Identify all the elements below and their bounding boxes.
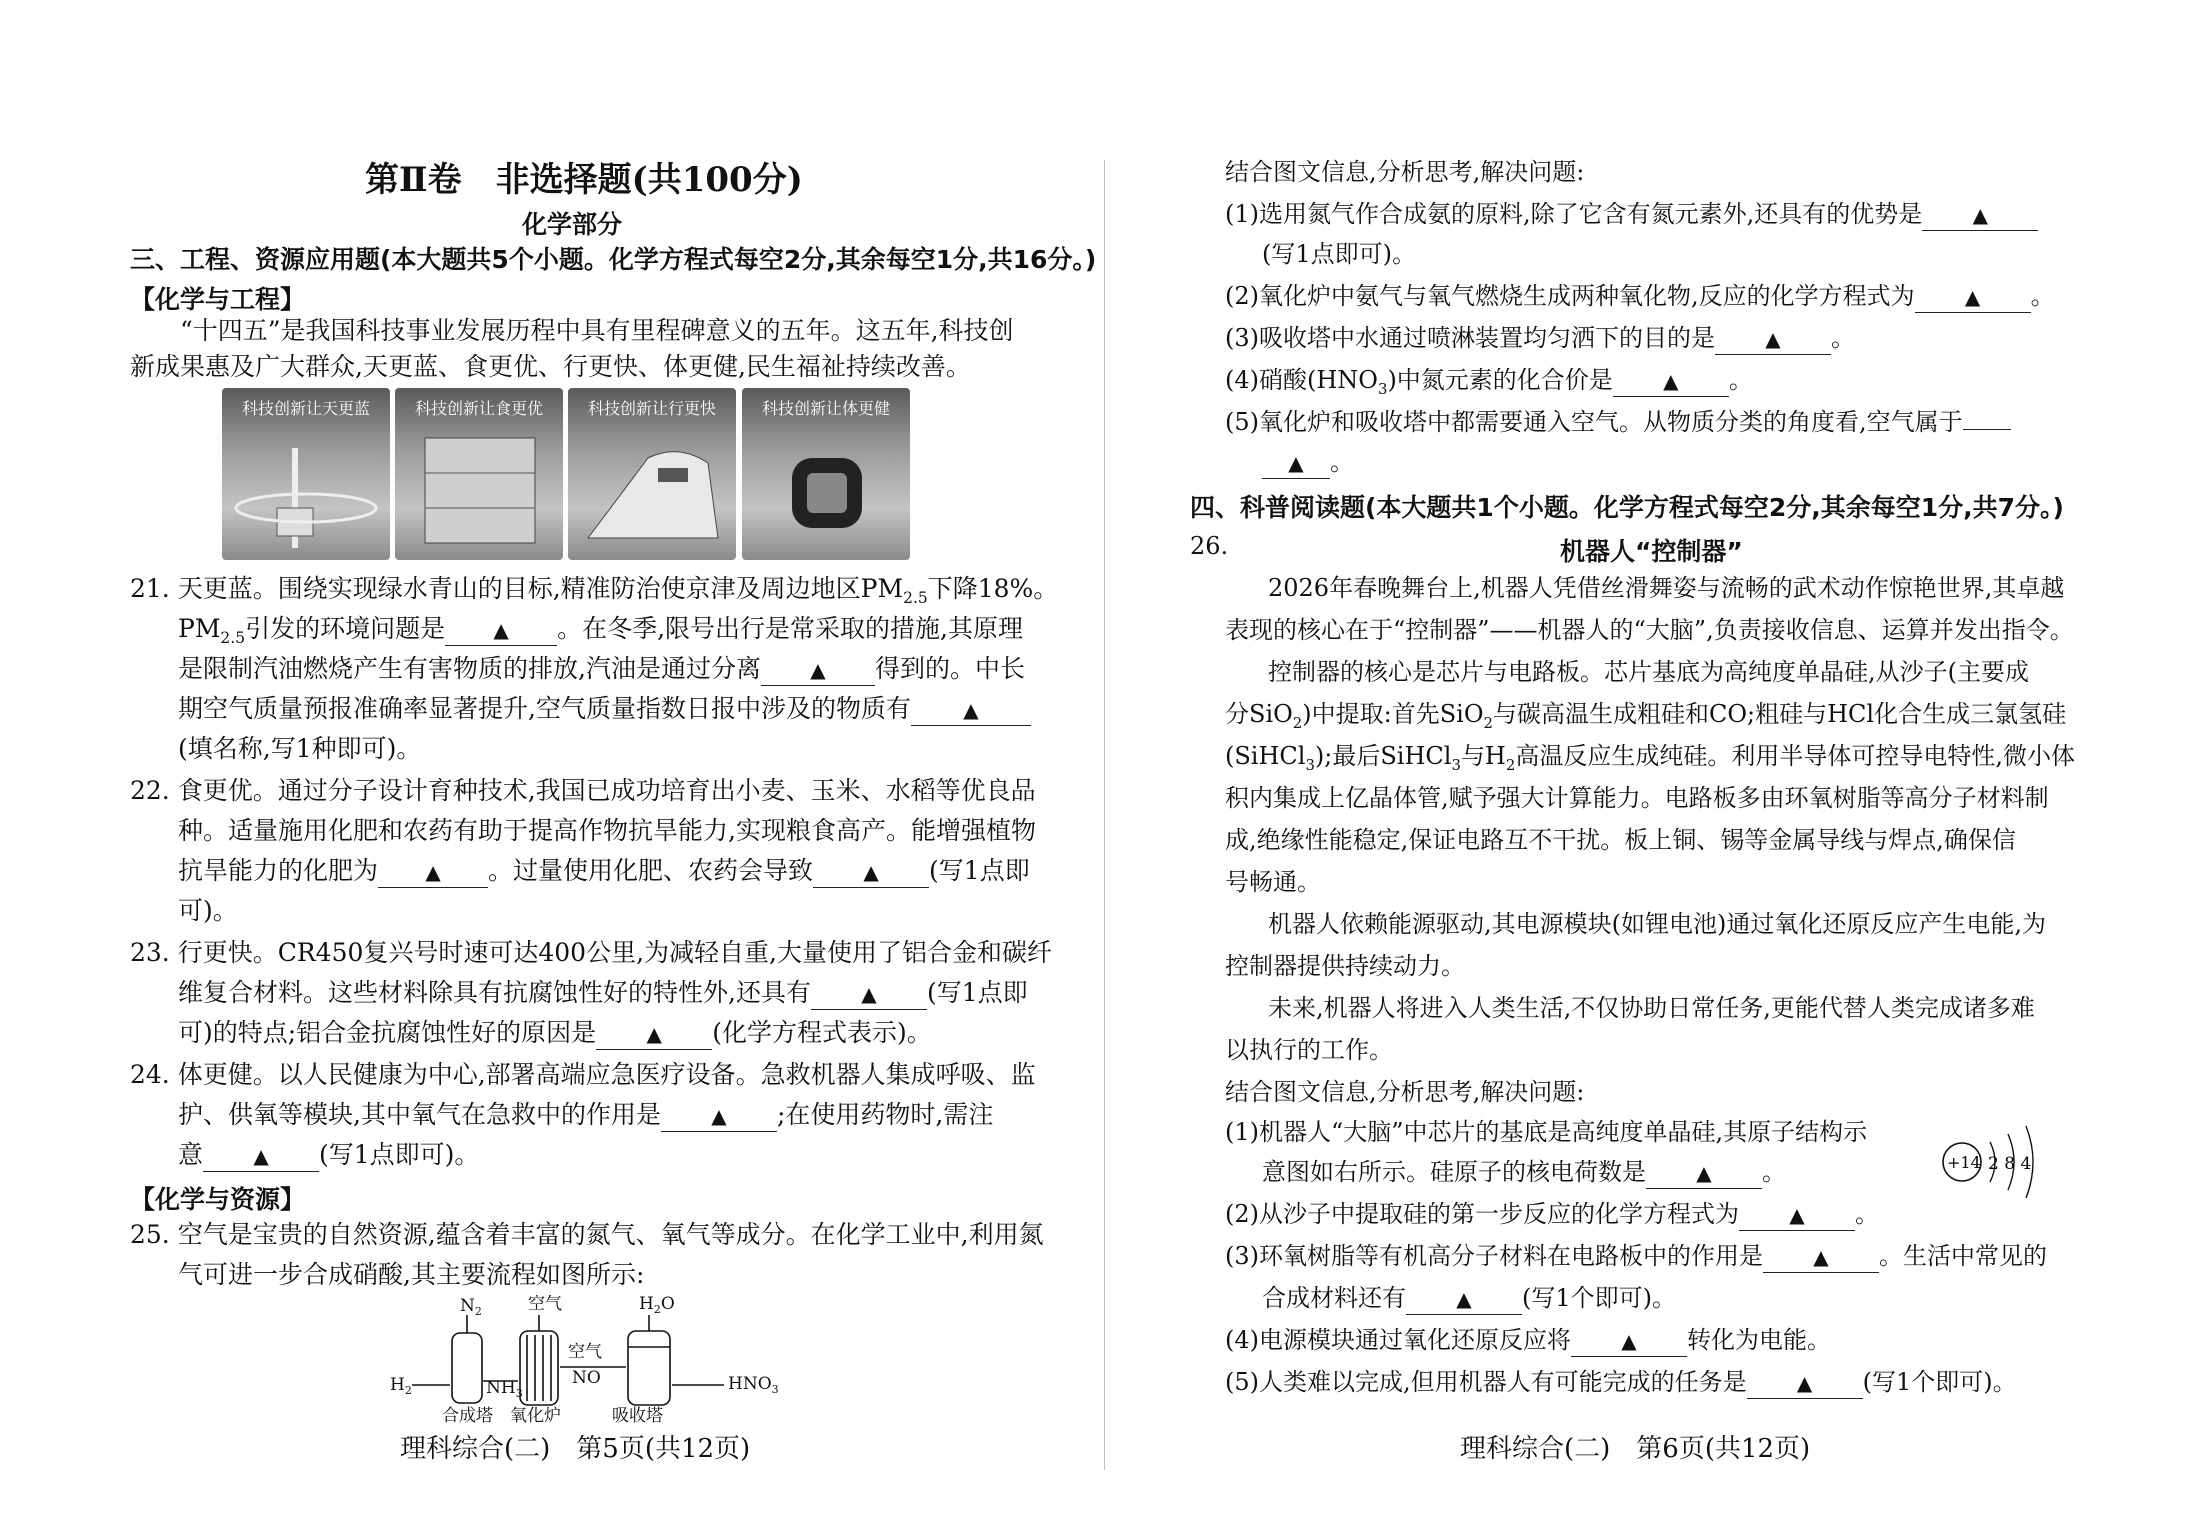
q26-part1-cont: 意图如右所示。硅原子的核电荷数是 ▲ 。 (1262, 1152, 1786, 1193)
q25-part1: (1)选用氮气作合成氨的原料,除了它含有氮元素外,还具有的优势是 ▲ (1225, 194, 2038, 235)
instruction-line: 结合图文信息,分析思考,解决问题: (1225, 158, 1585, 186)
svg-text:氧化炉: 氧化炉 (510, 1406, 561, 1425)
q23-line1: 23. 行更快。CR450复兴号时速可达400公里,为减轻自重,大量使用了铝合金和碳纤 (130, 938, 1052, 967)
para3-line1: 机器人依赖能源驱动,其电源模块(如锂电池)通过氧化还原反应产生电能,为 (1268, 910, 2046, 938)
answer-blank[interactable]: ▲ (1571, 1325, 1687, 1357)
silicon-atom-structure-diagram (1938, 1112, 2058, 1198)
q22-line4: 可)。 (178, 896, 238, 925)
svg-text:+14: +14 (1947, 1153, 1981, 1172)
answer-blank[interactable]: ▲ (1763, 1241, 1879, 1273)
svg-text:NH3: $NH_3$ (486, 1378, 523, 1400)
q26-part3-cont: 合成材料还有 ▲ (写1个即可)。 (1262, 1278, 1676, 1319)
para3-line2: 控制器提供持续动力。 (1225, 952, 1465, 980)
image-food: 科技创新让食更优 (395, 388, 563, 560)
intro-line1: “十四五”是我国科技事业发展历程中具有里程碑意义的五年。这五年,科技创 (180, 316, 1014, 345)
q21-line3: 是限制汽油燃烧产生有害物质的排放,汽油是通过分离 ▲ 得到的。中长 (178, 648, 1025, 690)
page-footer-left: 理科综合(二) 第5页(共12页) (400, 1434, 751, 1464)
q25-part1-cont: (写1点即可)。 (1262, 240, 1416, 268)
svg-text:HNO3: $HNO_3$ (728, 1374, 779, 1396)
answer-blank[interactable] (1963, 429, 2011, 430)
image-train: 科技创新让行更快 (568, 388, 736, 560)
answer-blank[interactable]: ▲ (1613, 365, 1729, 397)
image-sky: 科技创新让天更蓝 (222, 388, 390, 560)
q23-line3: 可)的特点;铝合金抗腐蚀性好的原因是 ▲ (化学方程式表示)。 (178, 1012, 932, 1054)
q25-line1: 25. 空气是宝贵的自然资源,蕴含着丰富的氮气、氧气等成分。在化学工业中,利用氮 (130, 1220, 1044, 1249)
answer-blank[interactable]: ▲ (1922, 199, 2038, 231)
q21-line2: $PM_{2.5}$引发的环境问题是 ▲ 。在冬季,限号出行是常采取的措施,其原理 (178, 614, 1023, 647)
para2-line2: 分SiO$_2$)中提取:首先SiO$_2$与碳高温生成粗硅和CO;粗硅与HCl化合生成三氯氢硅 (1225, 700, 2067, 732)
q21-line5: (填名称,写1种即可)。 (178, 734, 422, 763)
svg-text:2 8 4: 2 8 4 (1988, 1154, 2032, 1174)
para4-line1: 未来,机器人将进入人类生活,不仅协助日常任务,更能代替人类完成诸多难 (1268, 994, 2035, 1022)
q26-part4: (4)电源模块通过氧化还原反应将 ▲ 转化为电能。 (1225, 1320, 1831, 1361)
answer-blank[interactable]: ▲ (1747, 1367, 1863, 1399)
q25-part5: (5)氧化炉和吸收塔中都需要通入空气。从物质分类的角度看,空气属于 (1225, 402, 2011, 443)
q26-part1: (1)机器人“大脑”中芯片的基底是高纯度单晶硅,其原子结构示 (1225, 1118, 1868, 1146)
answer-blank[interactable]: ▲ (761, 654, 875, 686)
image-health: 科技创新让体更健 (742, 388, 910, 560)
article-title: 机器人“控制器” (1560, 537, 1743, 566)
q22-line1: 22. 食更优。通过分子设计育种技术,我国已成功培育出小麦、玉米、水稻等优良品 (130, 776, 1036, 805)
page-footer-right: 理科综合(二) 第6页(共12页) (1460, 1434, 1811, 1464)
q26-number: 26. (1190, 532, 1229, 560)
q24-line1: 24. 体更健。以人民健康为中心,部署高端应急医疗设备。急救机器人集成呼吸、监 (130, 1060, 1036, 1089)
answer-blank[interactable]: ▲ (1406, 1283, 1522, 1315)
svg-text:合成塔: 合成塔 (442, 1406, 493, 1425)
para2-line6: 号畅通。 (1225, 868, 1321, 896)
answer-blank[interactable]: ▲ (1739, 1199, 1855, 1231)
q21-line4: 期空气质量预报准确率显著提升,空气质量指数日报中涉及的物质有 ▲ (178, 688, 1031, 730)
section3-heading: 三、工程、资源应用题(本大题共5个小题。化学方程式每空2分,其余每空1分,共16分。) (130, 245, 1097, 274)
q24-line3: 意 ▲ (写1点即可)。 (178, 1134, 479, 1176)
section4-heading: 四、科普阅读题(本大题共1个小题。化学方程式每空2分,其余每空1分,共7分。) (1190, 493, 2064, 522)
para2-line4: 积内集成上亿晶体管,赋予强大计算能力。电路板多由环氧树脂等高分子材料制 (1225, 784, 2049, 812)
para2-line3: (SiHCl$_3$);最后SiHCl$_3$与$H_2$高温反应生成纯硅。利用半导体可控导电特性,微小体 (1225, 742, 2075, 774)
answer-blank[interactable]: ▲ (911, 694, 1031, 726)
page-divider (1104, 160, 1105, 1470)
q21-line1: 21. 天更蓝。围绕实现绿水青山的目标,精准防治使京津及周边地区$PM_{2.5}$下降18%。 (130, 574, 1059, 607)
answer-blank[interactable]: ▲ (813, 856, 929, 888)
svg-text:空气: 空气 (528, 1295, 562, 1314)
svg-text:N2: $N_2$ (460, 1296, 482, 1318)
answer-blank[interactable]: ▲ (1715, 323, 1831, 355)
para2-line1: 控制器的核心是芯片与电路板。芯片基底为高纯度单晶硅,从沙子(主要成 (1268, 658, 2029, 686)
q25-line2: 气可进一步合成硝酸,其主要流程如图所示: (178, 1260, 645, 1289)
topic-resource: 【化学与资源】 (130, 1185, 306, 1214)
answer-blank[interactable]: ▲ (811, 978, 927, 1010)
answer-blank[interactable]: ▲ (661, 1100, 777, 1132)
answer-blank[interactable]: ▲ (1262, 447, 1330, 479)
svg-text:NO: NO (572, 1368, 601, 1388)
svg-text:H2O: $H_2O$ (639, 1295, 675, 1316)
para1-line2: 表现的核心在于“控制器”——机器人的“大脑”,负责接收信息、运算并发出指令。 (1225, 616, 2074, 644)
para4-line2: 以执行的工作。 (1225, 1036, 1393, 1064)
q25-part4: (4)硝酸$(HNO_3)$中氮元素的化合价是 ▲ 。 (1225, 366, 1753, 398)
answer-blank[interactable]: ▲ (203, 1140, 319, 1172)
q22-line3: 抗旱能力的化肥为 ▲ 。过量使用化肥、农药会导致 ▲ (写1点即 (178, 850, 1030, 892)
process-flow-diagram (390, 1295, 810, 1425)
q26-part3: (3)环氧树脂等有机高分子材料在电路板中的作用是 ▲ 。生活中常见的 (1225, 1236, 2047, 1277)
answer-blank[interactable]: ▲ (596, 1018, 712, 1050)
q25-part2: (2)氧化炉中氨气与氧气燃烧生成两种氧化物,反应的化学方程式为 ▲ 。 (1225, 276, 2055, 317)
answer-blank[interactable]: ▲ (1646, 1157, 1762, 1189)
answer-blank[interactable]: ▲ (445, 614, 557, 646)
instruction-line-2: 结合图文信息,分析思考,解决问题: (1225, 1078, 1585, 1106)
q26-part5: (5)人类难以完成,但用机器人有可能完成的任务是 ▲ (写1个即可)。 (1225, 1362, 2017, 1403)
para2-line5: 成,绝缘性能稳定,保证电路互不干扰。板上铜、锡等金属导线与焊点,确保信 (1225, 826, 2016, 854)
q26-part2: (2)从沙子中提取硅的第一步反应的化学方程式为 ▲ 。 (1225, 1194, 1879, 1235)
svg-text:吸收塔: 吸收塔 (612, 1406, 663, 1425)
svg-text:空气: 空气 (568, 1342, 602, 1362)
q23-line2: 维复合材料。这些材料除具有抗腐蚀性好的特性外,还具有 ▲ (写1点即 (178, 972, 1028, 1014)
topic-engineering: 【化学与工程】 (130, 285, 306, 314)
answer-blank[interactable]: ▲ (1915, 281, 2031, 313)
q25-part3: (3)吸收塔中水通过喷淋装置均匀洒下的目的是 ▲ 。 (1225, 318, 1855, 359)
intro-line2: 新成果惠及广大群众,天更蓝、食更优、行更快、体更健,民生福祉持续改善。 (130, 352, 971, 381)
q22-line2: 种。适量施用化肥和农药有助于提高作物抗旱能力,实现粮食高产。能增强植物 (178, 816, 1036, 845)
q24-line2: 护、供氧等模块,其中氧气在急救中的作用是 ▲ ;在使用药物时,需注 (178, 1094, 993, 1136)
chemistry-subtitle: 化学部分 (522, 210, 623, 239)
svg-text:H2: $H_2$ (390, 1375, 412, 1397)
q25-part5-cont: ▲ 。 (1262, 442, 1354, 483)
answer-blank[interactable]: ▲ (378, 856, 488, 888)
para1-line1: 2026年春晚舞台上,机器人凭借丝滑舞姿与流畅的武术动作惊艳世界,其卓越 (1268, 574, 2065, 602)
section-title: 第Ⅱ卷 非选择题(共100分) (365, 160, 803, 200)
